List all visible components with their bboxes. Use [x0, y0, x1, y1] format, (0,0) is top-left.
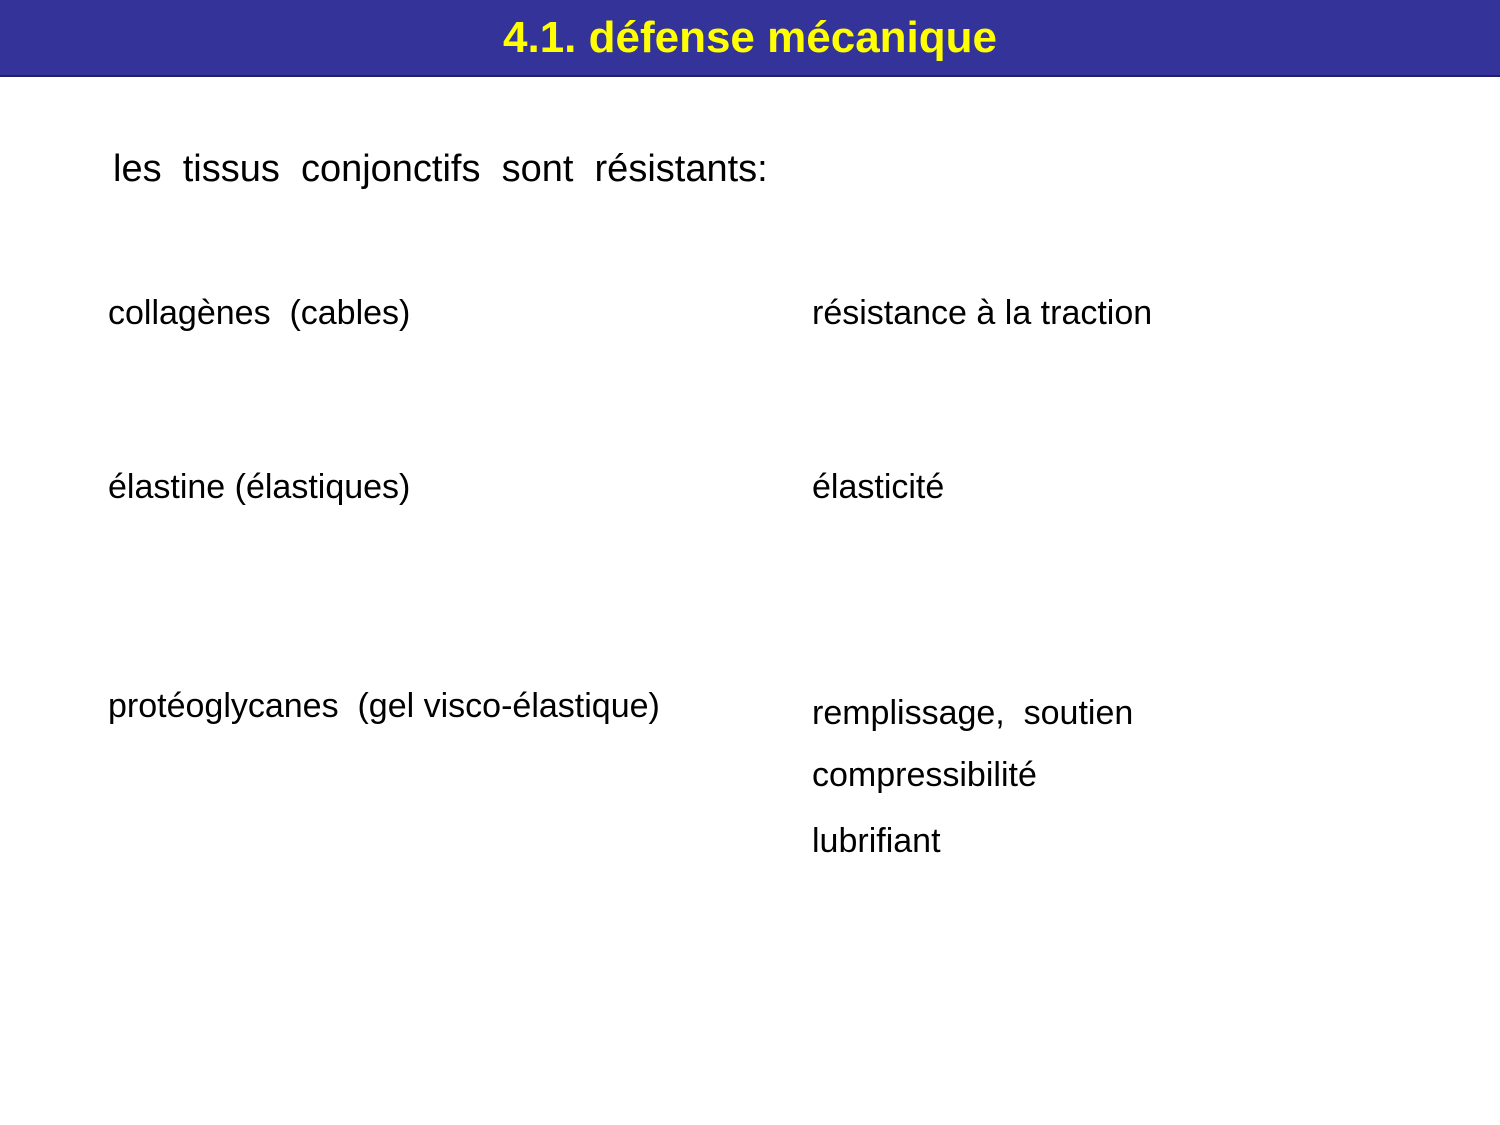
property-compressibility: compressibilité [812, 756, 1037, 794]
slide-title: 4.1. défense mécanique [503, 13, 997, 62]
intro-text: les tissus conjonctifs sont résistants: [113, 148, 768, 190]
component-collagen: collagènes (cables) [108, 294, 411, 332]
property-filling-support: remplissage, soutien [812, 694, 1134, 732]
component-elastin: élastine (élastiques) [108, 468, 411, 506]
property-elasticity: élasticité [812, 468, 945, 506]
title-bar [0, 0, 1500, 77]
property-lubricant: lubrifiant [812, 822, 941, 860]
component-proteoglycans: protéoglycanes (gel visco-élastique) [108, 687, 660, 725]
property-tensile-strength: résistance à la traction [812, 294, 1153, 332]
